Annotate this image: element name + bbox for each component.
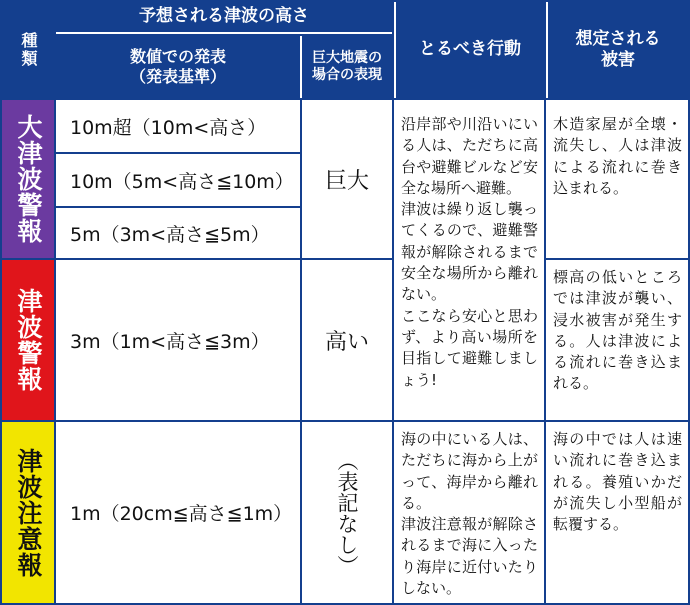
actions-major-p1: 沿岸部や川沿いにいる人は、ただちに高台や避難ビルなど安全な場所へ避難。 [401,115,538,197]
level-major-3 [56,208,300,258]
level-major-1 [56,100,300,152]
level-warning-text: 3m（1m<高さ≦3m） [70,330,270,353]
level-major-2-text: 10m（5m<高さ≦10m） [70,170,294,193]
header-numeric [56,36,300,98]
damage-major-text: 木造家屋が全壊・流失し、人は津波による流れに巻き込まれる。 [553,115,682,197]
category-major-warning [2,100,54,258]
damage-advisory [546,422,688,603]
header-damage [546,2,688,98]
expression-warning [302,260,392,420]
header-predicted-height-text: 予想される津波の高さ [139,6,309,27]
category-advisory-label: 津波注意報 [14,447,43,578]
actions-advisory-p1: 海の中にいる人は、ただちに海から上がって、海岸から離れる。 [401,430,538,512]
header-predicted-height [56,2,392,34]
category-warning [2,260,54,420]
level-warning [56,260,300,420]
damage-advisory-text: 海の中では人は速い流れに巻き込まれる。養殖いかだが流失し小型船が転覆する。 [553,430,682,534]
header-actions [394,2,544,98]
category-warning-label: 津波警報 [14,288,43,392]
header-numeric-text: 数値での発表 （発表基準） [129,47,226,86]
expression-advisory [302,422,392,603]
level-major-2 [56,154,300,206]
header-kind [2,2,54,98]
level-major-1-text: 10m超（10m<高さ） [70,116,267,139]
expression-advisory-text: （表記なし） [335,449,359,576]
level-advisory [56,422,300,603]
damage-warning [546,260,688,420]
level-advisory-text: 1m（20cm≦高さ≦1m） [70,503,293,525]
actions-major-warning [394,100,544,420]
expression-warning-text: 高い [324,329,369,355]
damage-major [546,100,688,258]
actions-major-p3: ここなら安心と思わず、より高い場所を目指して避難しましょう! [401,306,538,389]
header-expression-text: 巨大地震の 場合の表現 [312,49,382,83]
header-actions-text: とるべき行動 [419,39,521,60]
level-major-3-text: 5m（3m<高さ≦5m） [70,223,270,246]
header-damage-text: 想定される 被害 [575,28,661,70]
header-kind-text: 種類 [19,32,38,68]
category-advisory [2,422,54,603]
actions-advisory [394,422,544,603]
category-major-warning-label: 大津波警報 [14,114,43,244]
actions-advisory-p2: 津波注意報が解除されるまで海に入ったり海岸に近付いたりしない。 [401,515,538,598]
expression-major [302,100,392,258]
header-expression [300,36,392,98]
damage-warning-text: 標高の低いところでは津波が襲い、浸水被害が発生する。人は津波による流れに巻き込まれる。 [553,268,682,393]
expression-major-text: 巨大 [324,168,369,194]
actions-major-p2: 津波は繰り返し襲ってくるので、避難警報が解除されるまで安全な場所から離れない。 [401,200,538,304]
